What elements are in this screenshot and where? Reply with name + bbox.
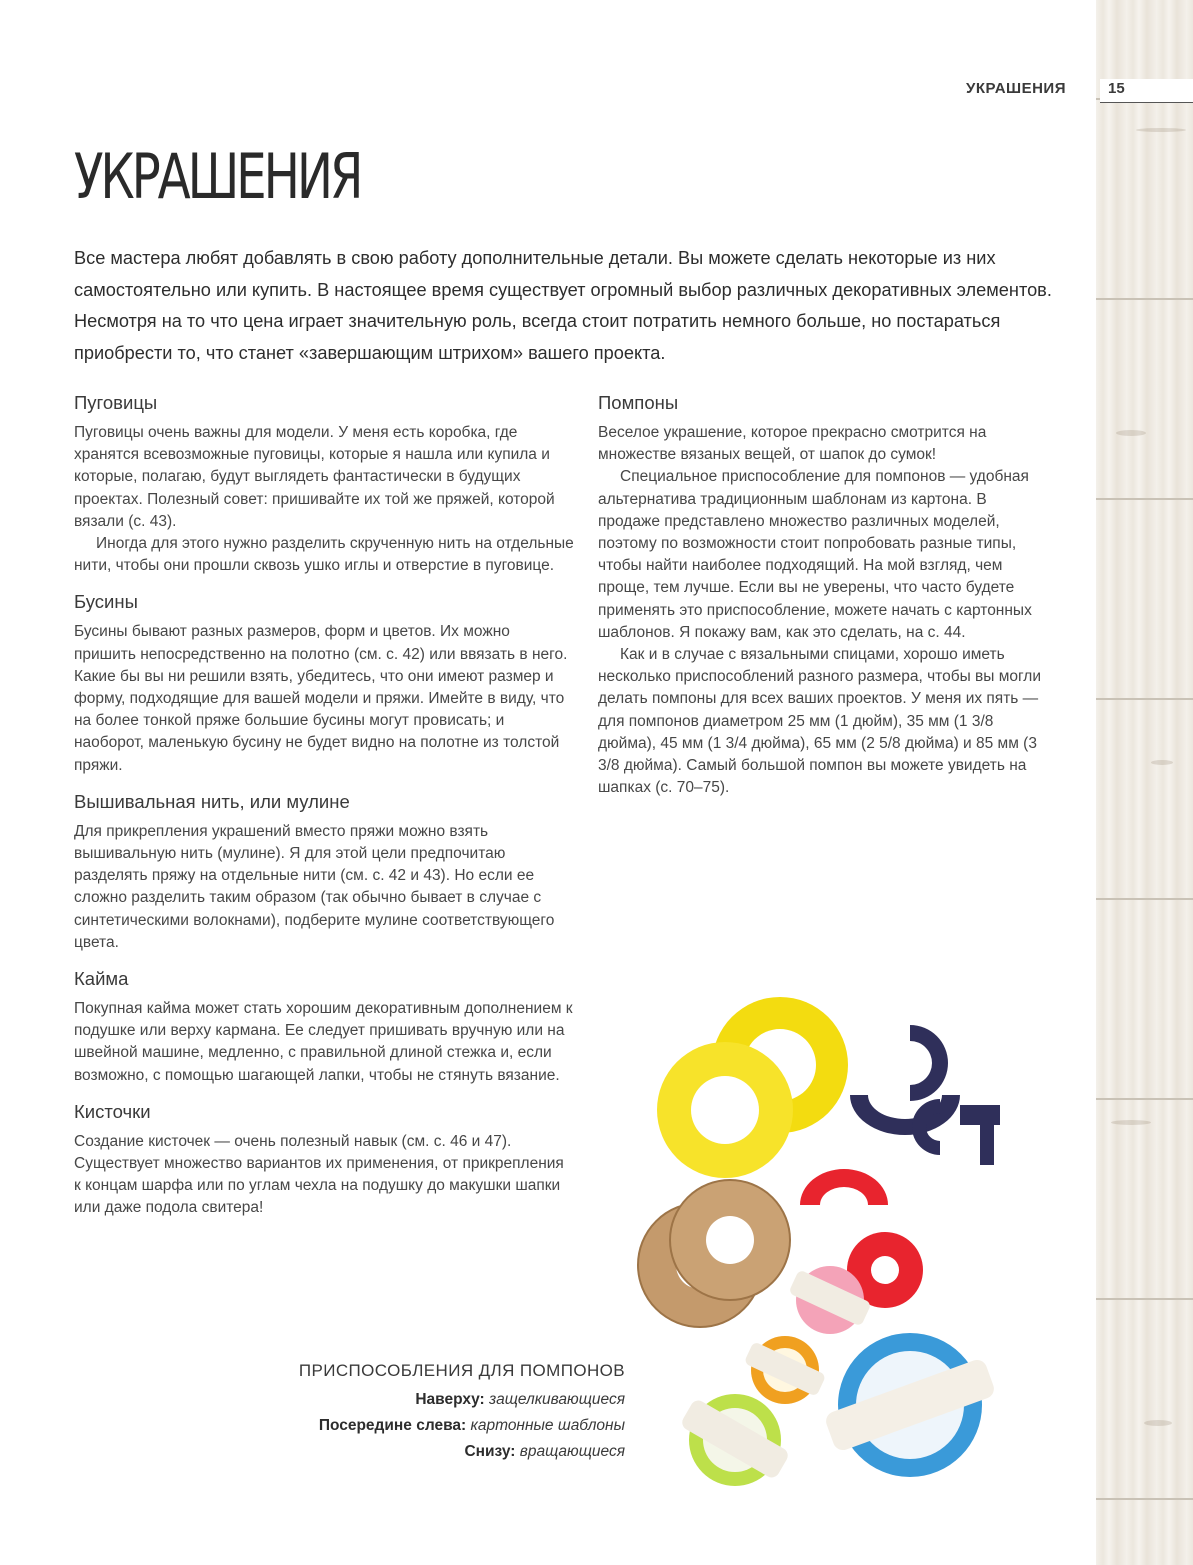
pompom-makers-photo bbox=[620, 985, 1090, 1505]
section-paragraph: Пуговицы очень важны для модели. У меня есть коробка, где хранятся всевозможные пуговицы, которые я нашла или купила и которые, полагаю, будут выглядеть фантастически в будущих проектах. Полезный совет: пришивайте их той же пряжей, которой вязали (с. 43). bbox=[74, 424, 555, 530]
section-paragraph: Специальное приспособление для помпонов — удобная альтернатива традиционным шаблонам из картона. В продаже представлено множество различных моделей, поэтому по возможности стоит попробовать разные типы, чтобы найти наиболее подходящий. На мой взгляд, чем проще, тем лучше. Если вы не уверены, что часто будете применять это приспособление, можете начать с картонных шаблонов. Я покажу вам, как это сделать, на с. 44. bbox=[598, 468, 1032, 641]
caption-line-middle: Посередине слева: картонные шаблоны bbox=[318, 1417, 625, 1434]
page-number: 15 bbox=[1100, 79, 1193, 103]
section-paragraph: Веселое украшение, которое прекрасно смотрится на множестве вязаных вещей, от шапок до сумок! bbox=[598, 424, 987, 464]
section-heading: Кайма bbox=[74, 968, 129, 990]
section-paragraph: Для прикрепления украшений вместо пряжи можно взять вышивальную нить (мулине). Я для этой цели предпочитаю разделять пряжу на отдельные нити (см. с. 42 и 43). Но если ее сложно разделить таким образом (так обычно бывает в случае с синтетическими волокнами), подберите мулине соответствующего цвета. bbox=[74, 822, 555, 951]
section-buttons bbox=[74, 391, 574, 577]
section-pompoms bbox=[598, 391, 1048, 799]
navy-pompom-maker bbox=[850, 1025, 1000, 1165]
caption-line-bottom: Снизу: вращающиеся bbox=[464, 1443, 625, 1460]
wood-plank-background bbox=[1096, 0, 1193, 1565]
green-pompom-maker bbox=[679, 1394, 790, 1486]
section-paragraph: Как и в случае с вязальными спицами, хорошо иметь несколько приспособлений разного размера, чтобы вы могли делать помпоны для всех ваших проектов. У меня их пять — для помпонов диаметром 25 мм (1 дюйм), 35 мм (1 3/8 дюйма), 45 мм (1 3/4 дюйма), 65 мм (2 5/8 дюйма) и 85 мм (3 3/8 дюйма). Самый большой помпон вы можете увидеть на шапках (с. 70–75). bbox=[598, 646, 1041, 797]
caption-line-top: Наверху: защелкивающиеся bbox=[415, 1391, 625, 1408]
page-title: УКРАШЕНИЯ bbox=[74, 140, 361, 213]
intro-paragraph: Все мастера любят добавлять в свою работу дополнительные детали. Вы можете сделать некоторые из них самостоятельно или купить. В настоящее время существует огромный выбор различных декоративных элементов. Несмотря на то что цена играет значительную роль, всегда стоит потратить немного больше, но постараться приобрести то, что станет «завершающим штрихом» вашего проекта. bbox=[74, 248, 1052, 363]
section-embroidery-thread bbox=[74, 790, 574, 954]
yellow-pompom-ring-front bbox=[657, 1042, 793, 1178]
blue-pompom-maker bbox=[823, 1333, 996, 1477]
section-tassels bbox=[74, 1100, 574, 1220]
photo-caption bbox=[235, 1358, 625, 1465]
cardboard-templates bbox=[638, 1180, 790, 1327]
orange-pompom-maker bbox=[744, 1336, 827, 1404]
running-title: УКРАШЕНИЯ bbox=[966, 80, 1066, 97]
section-paragraph: Иногда для этого нужно разделить скрученную нить на отдельные нити, чтобы они прошли сквозь ушко иглы и отверстие в пуговице. bbox=[74, 535, 574, 575]
section-paragraph: Создание кисточек — очень полезный навык (см. с. 46 и 47). Существует множество вариантов их применения, от прикрепления к концам шарфа или по углам чехла на подушку до макушки шапки или даже подола свитера! bbox=[74, 1132, 564, 1217]
caption-title: ПРИСПОСОБЛЕНИЯ ДЛЯ ПОМПОНОВ bbox=[298, 1361, 625, 1380]
left-column bbox=[74, 391, 574, 1233]
section-beads bbox=[74, 590, 574, 776]
right-column bbox=[598, 391, 1048, 812]
section-paragraph: Бусины бывают разных размеров, форм и цветов. Их можно пришить непосредственно на полотно (см. с. 42) или ввязать в него. Какие бы вы ни решили взять, убедитесь, что они имеют размер и форму, подходящие для вашей модели и пряжи. Имейте в виду, что на более тонкой пряже большие бусины могут провисать; и наоборот, маленькую бусину не будет видно на полотне из толстой пряжи. bbox=[74, 623, 568, 774]
section-heading: Помпоны bbox=[598, 392, 679, 413]
section-paragraph: Покупная кайма может стать хорошим декоративным дополнением к подушке или верху кармана. Ее следует пришивать вручную или на швейной машине, медленно, с правильной длиной стежка и, если возможно, с помощью шагающей лапки, чтобы не стянуть вязание. bbox=[74, 1000, 573, 1084]
section-heading: Вышивальная нить, или мулине bbox=[74, 790, 350, 812]
section-heading: Кисточки bbox=[74, 1100, 151, 1122]
section-heading: Бусины bbox=[74, 591, 138, 613]
section-heading: Пуговицы bbox=[74, 392, 158, 413]
section-trim bbox=[74, 967, 574, 1087]
